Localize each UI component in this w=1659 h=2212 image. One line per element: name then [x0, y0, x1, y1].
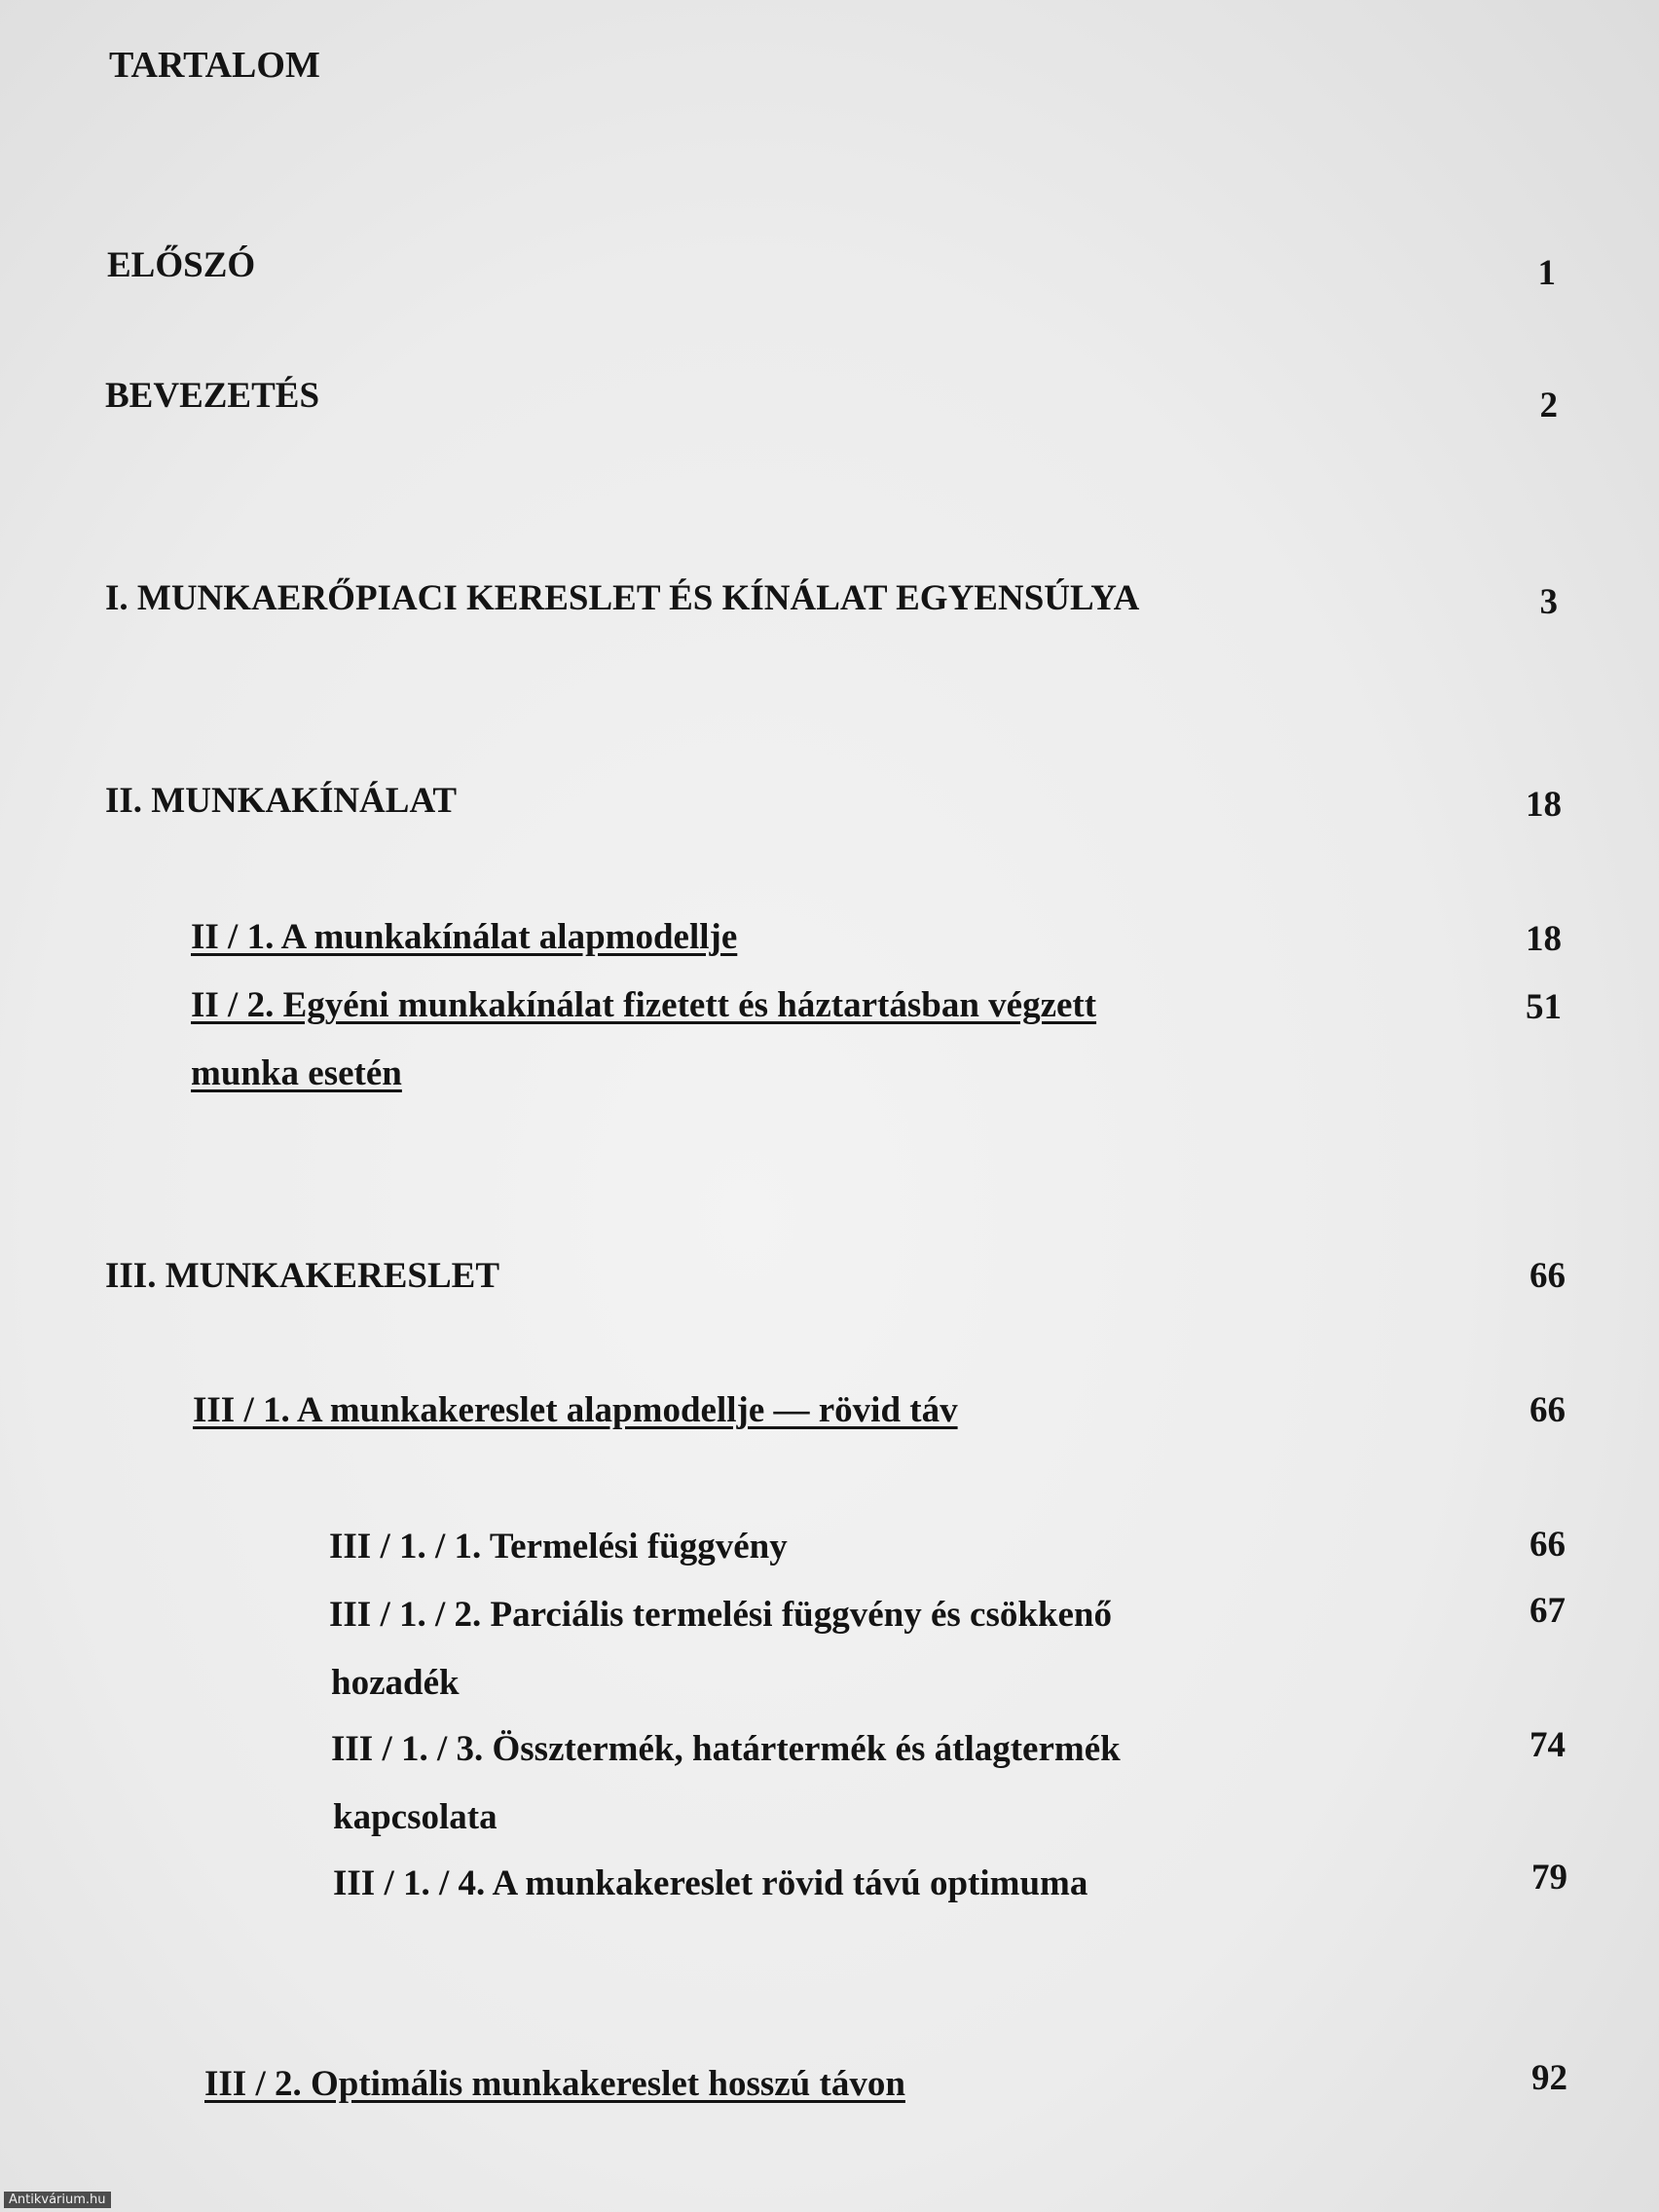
- toc-page-chapter-3: 66: [1530, 1256, 1566, 1296]
- toc-entry-section-2-2-line2: munka esetén: [191, 1053, 402, 1093]
- toc-entry-bevezetes: BEVEZETÉS: [105, 376, 320, 416]
- toc-page-subsection-3-1-2: 67: [1530, 1591, 1566, 1631]
- toc-title: TARTALOM: [109, 45, 320, 86]
- toc-entry-subsection-3-1-4: III / 1. / 4. A munkakereslet rövid távú optimuma: [333, 1863, 1088, 1903]
- toc-entry-subsection-3-1-3-line2: kapcsolata: [333, 1797, 498, 1837]
- toc-entry-chapter-1: I. MUNKAERŐPIACI KERESLET ÉS KÍNÁLAT EGYENSÚLYA: [105, 578, 1140, 618]
- toc-entry-section-2-2: II / 2. Egyéni munkakínálat fizetett és háztartásban végzett: [191, 985, 1097, 1025]
- toc-entry-subsection-3-1-2: III / 1. / 2. Parciális termelési függvény és csökkenő: [329, 1595, 1113, 1635]
- toc-page-section-2-1: 18: [1526, 919, 1562, 959]
- toc-page-subsection-3-1-1: 66: [1530, 1525, 1566, 1565]
- toc-entry-subsection-3-1-1: III / 1. / 1. Termelési függvény: [329, 1527, 788, 1567]
- toc-page-chapter-2: 18: [1526, 785, 1562, 825]
- toc-page-section-2-2: 51: [1526, 987, 1562, 1027]
- toc-entry-chapter-2: II. MUNKAKÍNÁLAT: [105, 781, 458, 821]
- toc-page-section-3-2: 92: [1531, 2058, 1567, 2098]
- toc-entry-eloszo: ELŐSZÓ: [107, 245, 256, 285]
- toc-page-chapter-1: 3: [1539, 582, 1558, 622]
- toc-entry-section-3-2: III / 2. Optimális munkakereslet hosszú távon: [204, 2064, 905, 2104]
- toc-entry-subsection-3-1-2-line2: hozadék: [331, 1663, 460, 1703]
- toc-page-bevezetes: 2: [1539, 386, 1558, 425]
- toc-page-subsection-3-1-3: 74: [1530, 1725, 1566, 1765]
- toc-entry-section-3-1: III / 1. A munkakereslet alapmodellje — rövid táv: [193, 1390, 958, 1430]
- toc-entry-chapter-3: III. MUNKAKERESLET: [105, 1256, 500, 1296]
- watermark-label: Antikvárium.hu: [4, 2192, 111, 2208]
- toc-page-eloszo: 1: [1537, 253, 1556, 293]
- toc-entry-section-2-1: II / 1. A munkakínálat alapmodellje: [191, 917, 738, 957]
- toc-page-section-3-1: 66: [1530, 1390, 1566, 1430]
- toc-entry-subsection-3-1-3: III / 1. / 3. Össztermék, határtermék és átlagtermék: [331, 1729, 1121, 1769]
- toc-page-subsection-3-1-4: 79: [1531, 1858, 1567, 1898]
